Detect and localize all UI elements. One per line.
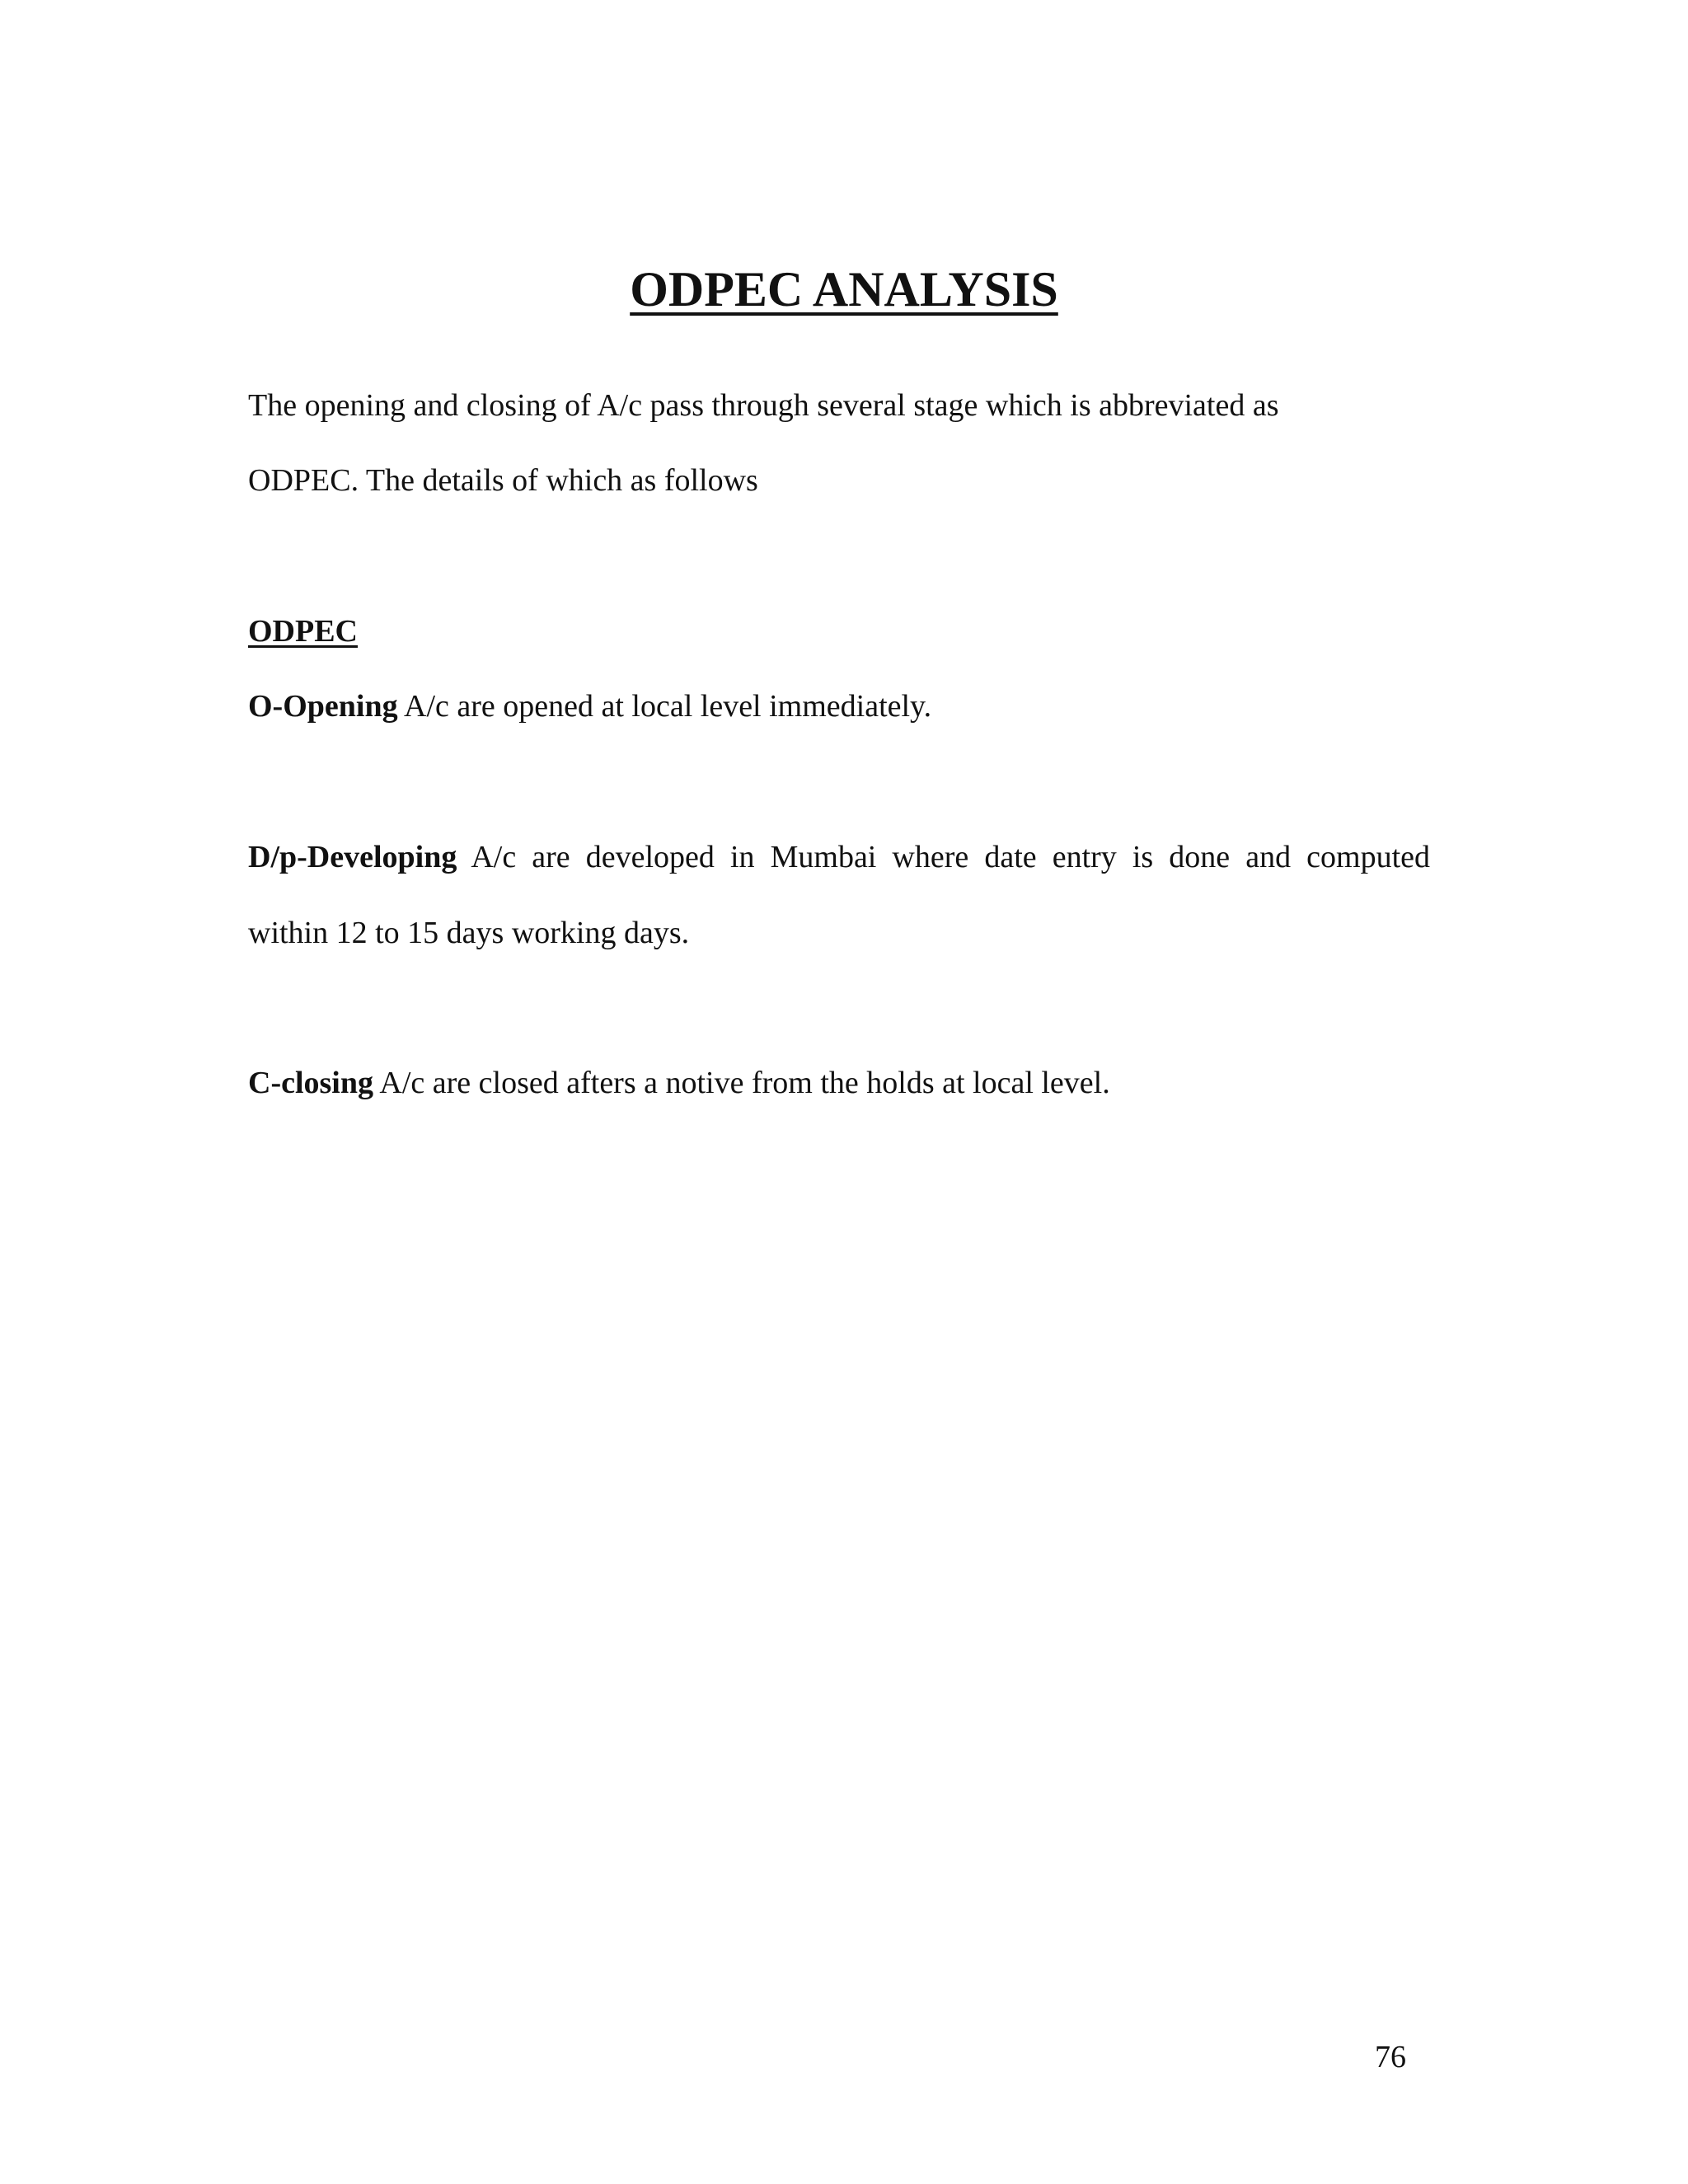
definition-closing: [248, 1065, 1110, 1103]
page-number: 76: [1375, 2040, 1406, 2074]
definition-developing-text: A/c are developed in Mumbai where date entry is done and computed: [457, 840, 1430, 874]
definition-developing-continuation: within 12 to 15 days working days.: [248, 916, 690, 950]
section-heading: ODPEC: [248, 614, 358, 649]
intro-line-2: ODPEC. The details of which as follows: [248, 463, 758, 498]
definition-opening-text: A/c are opened at local level immediately.: [397, 689, 932, 724]
definition-developing: [248, 839, 1430, 877]
intro-line-1: The opening and closing of A/c pass through several stage which is abbreviated as: [248, 388, 1279, 423]
term-closing: C-closing: [248, 1066, 373, 1100]
page-title: ODPEC ANALYSIS: [630, 262, 1058, 316]
definition-opening: [248, 688, 931, 726]
definition-closing-text: A/c are closed afters a notive from the holds at local level.: [373, 1066, 1110, 1100]
term-opening: O-Opening: [248, 689, 398, 724]
term-developing: D/p-Developing: [248, 840, 457, 874]
